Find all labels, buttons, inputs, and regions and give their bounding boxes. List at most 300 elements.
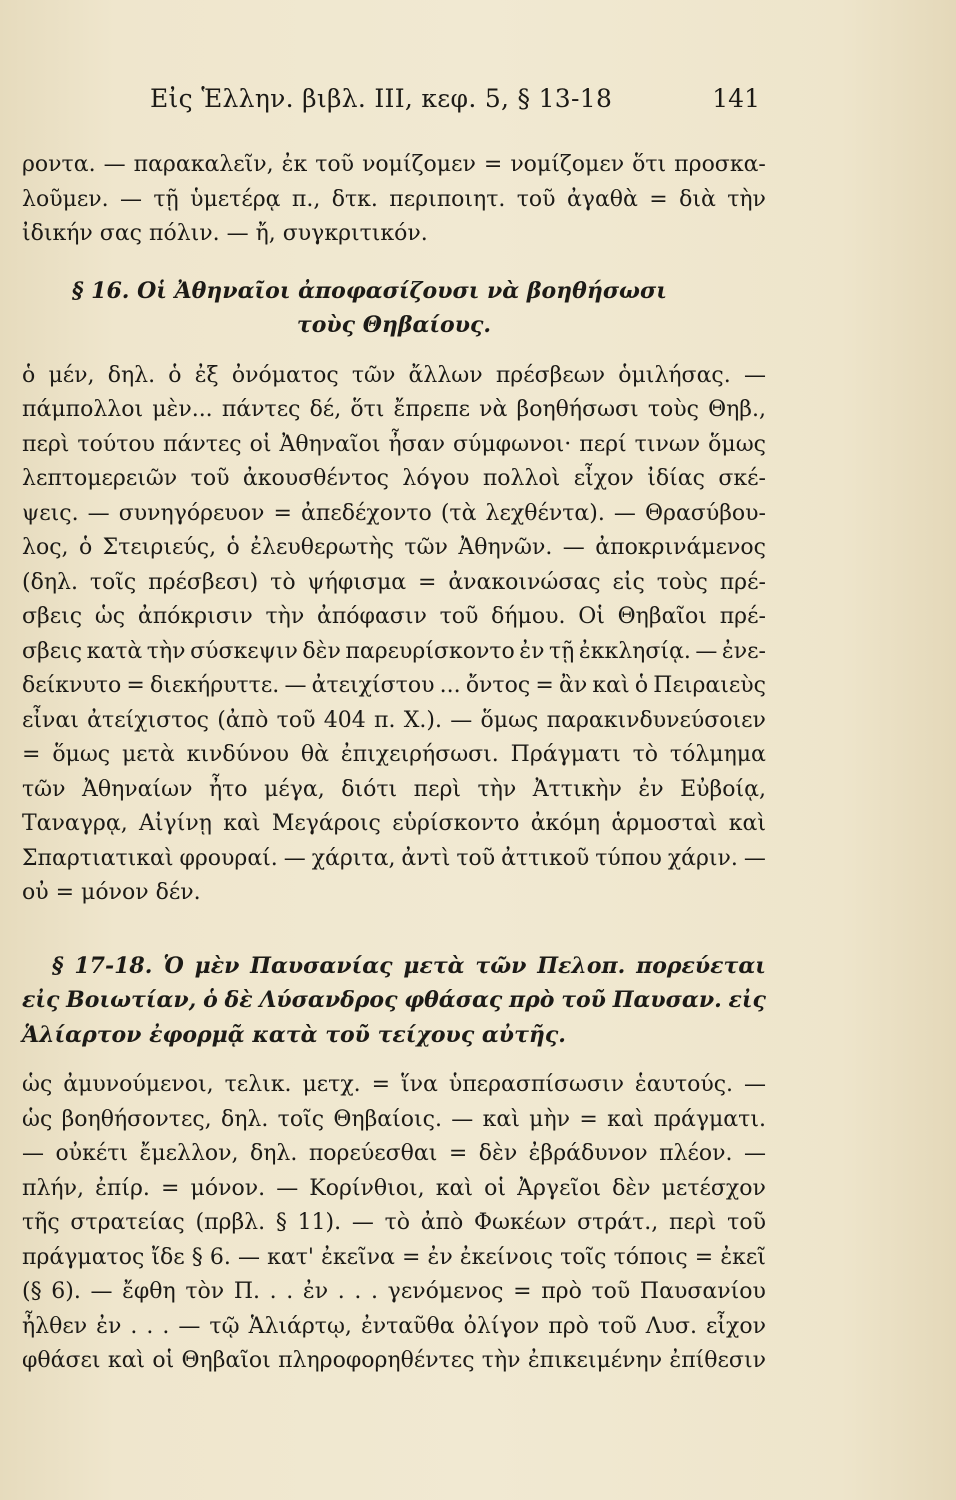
word: τοὺς bbox=[656, 569, 708, 595]
word: ἵνα bbox=[401, 1072, 438, 1097]
word: νὰ bbox=[479, 397, 508, 422]
word: τοῦ bbox=[315, 152, 355, 177]
word: τὴν bbox=[727, 186, 766, 212]
word: κατ' bbox=[267, 1244, 314, 1270]
word: καὶ bbox=[482, 1106, 520, 1132]
word: (§ bbox=[22, 1279, 42, 1304]
word: ὑπερασπίσωσιν bbox=[448, 1072, 624, 1097]
word: . bbox=[286, 1279, 294, 1304]
word: Φωκέων bbox=[474, 1210, 567, 1235]
word: Ὁ bbox=[163, 952, 184, 979]
word: τινων bbox=[634, 431, 701, 457]
word: δηλ. bbox=[107, 362, 156, 388]
word: δηλ. bbox=[220, 1106, 269, 1132]
section-heading-16-cont: τοὺς Θηβαίους. bbox=[296, 312, 492, 338]
word: πρὸ bbox=[541, 1279, 582, 1304]
text-line bbox=[22, 1206, 766, 1241]
word: ὁμιλήσας. bbox=[618, 362, 731, 388]
word: πληροφορηθέντες bbox=[278, 1348, 475, 1373]
section-heading-16: § 16. Οἱ Ἀθηναῖοι ἀποφασίζουσι νὰ βοηθήσωσι bbox=[72, 277, 667, 304]
word: τὸν bbox=[185, 1279, 225, 1304]
word: Σπαρτιατικαὶ bbox=[22, 845, 174, 871]
word: τοῦ bbox=[456, 845, 496, 871]
text-line: οὐ = μόνον δέν. bbox=[22, 880, 201, 905]
text-line bbox=[22, 807, 766, 842]
word: ἐν bbox=[519, 638, 545, 664]
word: ἐβράδυνον bbox=[528, 1141, 648, 1166]
word: παρακινδυνεύσοιεν bbox=[546, 707, 766, 733]
word: ὅτι bbox=[350, 397, 385, 422]
text-line bbox=[22, 669, 766, 704]
word: ἴδε bbox=[151, 1244, 185, 1270]
word: εὑρίσκοντο bbox=[392, 811, 520, 836]
word: περιποιητ. bbox=[389, 186, 506, 212]
word: ἐκκλησίᾳ. bbox=[578, 638, 691, 664]
body-text bbox=[22, 148, 766, 1379]
word: ἔπρεπε bbox=[393, 397, 470, 422]
word: τούτου bbox=[77, 431, 156, 457]
word: ὁ bbox=[78, 535, 93, 560]
word: ὁ bbox=[226, 535, 240, 560]
text-line bbox=[22, 704, 766, 739]
word: πορεύεσθαι bbox=[308, 1141, 438, 1166]
word: σβεις bbox=[22, 604, 83, 629]
word: σβεις bbox=[22, 638, 83, 664]
word: νομίζομεν bbox=[362, 152, 476, 177]
word: Ταναγρᾳ, bbox=[22, 811, 128, 836]
word: ἐκείνοις bbox=[459, 1244, 553, 1270]
word: τόλμημα bbox=[669, 742, 766, 767]
text-line bbox=[22, 462, 766, 497]
word: ἀκουσθέντος bbox=[242, 466, 389, 491]
word: γενόμενος bbox=[387, 1279, 504, 1304]
word: Πράγματι bbox=[510, 742, 621, 767]
text-line bbox=[22, 359, 766, 394]
word: ὡς bbox=[22, 1106, 53, 1132]
word: ἰδίας bbox=[647, 466, 705, 491]
word: Ἀθηνῶν. bbox=[458, 535, 553, 560]
word: στράτ., bbox=[577, 1210, 659, 1235]
word: = bbox=[649, 186, 668, 212]
word: καὶ bbox=[223, 811, 261, 836]
word: — bbox=[613, 500, 636, 526]
word: = bbox=[694, 1244, 714, 1270]
word: λεχθέντα). bbox=[485, 500, 605, 526]
word: Εὐβοίᾳ, bbox=[680, 776, 766, 802]
word: ὁ bbox=[168, 362, 182, 388]
word: = bbox=[161, 1175, 180, 1201]
word: καὶ bbox=[592, 673, 630, 698]
word: τῶν bbox=[351, 362, 396, 388]
word: εἶναι bbox=[22, 707, 79, 733]
word: — bbox=[450, 707, 473, 733]
word: ὁ bbox=[22, 362, 36, 388]
text-line bbox=[22, 428, 766, 463]
word: τῶν bbox=[404, 535, 448, 560]
word: πρὸ bbox=[548, 1313, 589, 1339]
word: Ἁλιάρτῳ, bbox=[248, 1313, 352, 1339]
word: ὅτι bbox=[632, 152, 667, 177]
word: = bbox=[401, 1244, 421, 1270]
word: Χ.). bbox=[403, 707, 442, 733]
word: μὲν... bbox=[152, 397, 213, 422]
word: ἐπίθεσιν bbox=[669, 1348, 766, 1373]
word: τοῦ bbox=[727, 1210, 766, 1235]
word: (τὰ bbox=[440, 500, 477, 526]
text-line bbox=[22, 1344, 766, 1379]
word: Κορίνθιοι, bbox=[309, 1175, 425, 1201]
word: § bbox=[275, 1210, 287, 1235]
word: Θηβαίοις. bbox=[333, 1106, 442, 1132]
word: τόποις bbox=[613, 1244, 688, 1270]
word: — bbox=[743, 1141, 766, 1166]
word: (δηλ. bbox=[22, 569, 78, 595]
word: Ἀττικὴν bbox=[532, 776, 622, 802]
text-line bbox=[22, 1172, 766, 1207]
word: μὴν bbox=[529, 1106, 570, 1132]
word: τῶν bbox=[475, 952, 527, 979]
word: — bbox=[103, 152, 126, 177]
word: πρὸ bbox=[509, 987, 555, 1013]
word: π. bbox=[374, 707, 396, 733]
word: Ἀργεῖοι bbox=[517, 1175, 601, 1201]
text-line bbox=[22, 1103, 766, 1138]
word: — bbox=[283, 845, 306, 871]
text-line bbox=[22, 566, 766, 601]
word: τοῦ bbox=[591, 1279, 631, 1304]
running-header bbox=[150, 84, 760, 120]
section-heading-17-18 bbox=[22, 949, 766, 984]
word: δὲν bbox=[478, 1141, 518, 1166]
word: τὸ bbox=[270, 569, 296, 595]
word: οἱ bbox=[484, 1175, 506, 1201]
word: τοῦ bbox=[516, 186, 556, 212]
word: ἀποκρινάμενος bbox=[595, 535, 766, 560]
word: νομίζομεν bbox=[510, 152, 625, 177]
word: πάμπολλοι bbox=[22, 397, 144, 422]
word: δήμου. bbox=[491, 604, 566, 629]
word: 6. bbox=[209, 1244, 231, 1270]
word: Στειριεύς, bbox=[102, 535, 217, 560]
word: — bbox=[695, 638, 718, 664]
word: παρευρίσκοντο bbox=[345, 638, 515, 664]
word: λος, bbox=[22, 535, 69, 560]
word: = bbox=[579, 1106, 598, 1132]
word: μὲν bbox=[194, 952, 240, 979]
word: ἁρμοσταὶ bbox=[611, 811, 718, 836]
word: ἀτείχιστος bbox=[87, 707, 209, 733]
word: ἐκεῖνα bbox=[321, 1244, 395, 1270]
word: . bbox=[354, 1279, 362, 1304]
word: πάντες bbox=[163, 431, 242, 457]
word: δέ, bbox=[309, 397, 342, 422]
word: εἰς bbox=[22, 987, 60, 1013]
text-line bbox=[22, 773, 766, 808]
word: εἰς bbox=[612, 569, 645, 595]
word: ἐξ bbox=[194, 362, 219, 388]
word: ἐνταῦθα bbox=[360, 1313, 455, 1339]
word: Π. bbox=[233, 1279, 260, 1304]
word: φθάσει bbox=[22, 1348, 101, 1373]
word: χάριν. bbox=[667, 845, 738, 871]
text-line bbox=[22, 393, 766, 428]
word: τὴν bbox=[477, 776, 517, 802]
word: τοῦ bbox=[561, 987, 606, 1013]
word: πολλοὶ bbox=[482, 466, 561, 491]
word: μετὰ bbox=[122, 742, 175, 767]
word: τοῖς bbox=[277, 1106, 325, 1132]
word: λόγου bbox=[402, 466, 470, 491]
word: εἶχον bbox=[573, 466, 634, 491]
section-heading-17-18-cont bbox=[22, 983, 766, 1018]
word: περὶ bbox=[22, 431, 70, 457]
word: Βοιωτίαν, bbox=[66, 987, 197, 1013]
word: — bbox=[743, 362, 766, 388]
word: Ἀθηναῖοι bbox=[279, 431, 381, 457]
text-line bbox=[22, 1137, 766, 1172]
word: περί bbox=[579, 431, 627, 457]
word: — bbox=[451, 1106, 474, 1132]
word: ροντα. bbox=[22, 152, 96, 177]
word: § bbox=[52, 952, 64, 979]
word: καὶ bbox=[607, 1106, 645, 1132]
word: τὸ bbox=[384, 1210, 410, 1235]
word: σκέ- bbox=[718, 466, 766, 491]
word: πράγματος bbox=[22, 1244, 145, 1270]
word: 11). bbox=[297, 1210, 342, 1235]
word: λοῦμεν. bbox=[22, 186, 109, 212]
text-line bbox=[22, 600, 766, 635]
word: βοηθήσωσι bbox=[516, 397, 639, 422]
word: ψήφισμα bbox=[307, 569, 407, 595]
page-number: 141 bbox=[712, 84, 760, 113]
word: τὴν bbox=[265, 604, 305, 629]
word: κινδύνου bbox=[186, 742, 289, 767]
word: . bbox=[130, 1313, 138, 1339]
word: ἦσαν bbox=[388, 431, 445, 457]
word: πλήν, bbox=[22, 1175, 84, 1201]
word: Λύσανδρος bbox=[259, 987, 398, 1013]
header-title: Εἰς Ἑλλην. βιβλ. III, κεφ. 5, § 13-18 bbox=[150, 84, 613, 113]
word: Λυσ. bbox=[645, 1313, 697, 1339]
word: ὀνόματος bbox=[231, 362, 339, 388]
word: πράγματι. bbox=[653, 1106, 766, 1132]
word: δὲν bbox=[612, 1175, 651, 1201]
word: δὲν bbox=[302, 638, 341, 664]
word: ἀπὸ bbox=[420, 1210, 464, 1235]
word: — bbox=[90, 1279, 113, 1304]
word: διὰ bbox=[679, 186, 716, 212]
word: (ἀπὸ bbox=[217, 707, 269, 733]
word: ὀλίγον bbox=[463, 1313, 540, 1339]
word: ὁ bbox=[634, 673, 649, 698]
word: καὶ bbox=[107, 1348, 146, 1373]
word: = bbox=[22, 742, 41, 767]
word: ἦτο bbox=[208, 776, 248, 802]
word: τοῖς bbox=[89, 569, 137, 595]
word: ἔφθη bbox=[122, 1279, 176, 1304]
word: . bbox=[371, 1279, 379, 1304]
word: Πειραιεὺς bbox=[653, 673, 766, 698]
word: δείκνυτο bbox=[22, 673, 122, 698]
word: τὸ bbox=[632, 742, 659, 767]
word: ἐνε- bbox=[721, 638, 766, 664]
text-line bbox=[22, 842, 766, 877]
word: ἐν bbox=[302, 1279, 329, 1304]
word: — bbox=[178, 1313, 201, 1339]
text-line bbox=[22, 531, 766, 566]
word: ἐπιχειρήσωσι. bbox=[340, 742, 499, 767]
word: θὰ bbox=[300, 742, 329, 767]
word: τοῦ bbox=[190, 466, 230, 491]
word: ἐν bbox=[96, 1313, 122, 1339]
word: ἐλευθερωτὴς bbox=[250, 535, 394, 560]
word: περὶ bbox=[413, 776, 462, 802]
word: χάριτα, bbox=[311, 845, 396, 871]
word: ὅμως bbox=[52, 742, 111, 767]
word: ὅμως bbox=[480, 707, 539, 733]
word: Οἱ bbox=[578, 604, 605, 629]
word: 404 bbox=[323, 707, 366, 733]
word: πορεύεται bbox=[636, 952, 766, 979]
word: ἔμελλον, bbox=[139, 1141, 239, 1166]
text-line bbox=[22, 1310, 766, 1345]
word: πάντες bbox=[221, 397, 301, 422]
word: τοῦ bbox=[276, 707, 316, 733]
text-line bbox=[22, 738, 766, 773]
word: κατὰ bbox=[86, 638, 143, 664]
word: . bbox=[162, 1313, 170, 1339]
word: Θηβαῖοι bbox=[181, 1348, 271, 1373]
word: τοῦ bbox=[439, 604, 479, 629]
word: μετέσχον bbox=[661, 1175, 766, 1201]
word: — bbox=[87, 500, 110, 526]
word: παρακαλεῖν, bbox=[133, 152, 274, 177]
word: = bbox=[273, 500, 292, 526]
word: ἦλθεν bbox=[22, 1313, 88, 1339]
word: σύμφωνοι· bbox=[452, 431, 572, 457]
word: ἀπεδέχοντο bbox=[301, 500, 432, 526]
text-line bbox=[22, 183, 766, 218]
word: = bbox=[535, 673, 554, 698]
word: — bbox=[120, 186, 142, 212]
word: τοὺς bbox=[647, 397, 699, 422]
word: ἐν bbox=[427, 1244, 453, 1270]
word: εἶχον bbox=[706, 1313, 766, 1339]
word: δὲ bbox=[224, 987, 253, 1013]
word: μέγα, bbox=[264, 776, 325, 802]
word: φρουραί. bbox=[179, 845, 278, 871]
word: Θρασύβου- bbox=[644, 500, 766, 526]
word: πλέον. bbox=[659, 1141, 733, 1166]
word: ὡς bbox=[94, 604, 126, 629]
word: λεπτομερειῶν bbox=[22, 466, 178, 491]
word: ἐν bbox=[638, 776, 664, 802]
word: τὴν bbox=[146, 638, 186, 664]
word: ἐπικειμένην bbox=[527, 1348, 663, 1373]
word: = bbox=[371, 1072, 391, 1097]
word: — bbox=[238, 1244, 261, 1270]
word: = bbox=[126, 673, 145, 698]
word: ... bbox=[439, 673, 461, 698]
word: ἐκεῖ bbox=[720, 1244, 766, 1270]
word: δηλ. bbox=[249, 1141, 298, 1166]
text-line bbox=[22, 1241, 766, 1276]
word: οἱ bbox=[249, 431, 272, 457]
word: δτκ. bbox=[331, 186, 378, 212]
word: τὴν bbox=[481, 1348, 521, 1373]
word: τοῦ bbox=[597, 1313, 637, 1339]
text-line bbox=[22, 1068, 766, 1103]
word: ὁ bbox=[203, 987, 218, 1013]
word: = bbox=[483, 152, 503, 177]
word: πρέ- bbox=[719, 569, 766, 595]
word: πρέ- bbox=[719, 604, 766, 629]
word: τῶν bbox=[22, 776, 66, 802]
text-line bbox=[22, 148, 766, 183]
word: πρέσβεσι) bbox=[148, 569, 259, 595]
word: ὄντος bbox=[465, 673, 531, 698]
word: 17-18. bbox=[74, 952, 153, 979]
word: ἂν bbox=[558, 673, 588, 698]
word: ἀπόκρισιν bbox=[137, 604, 253, 629]
word: — bbox=[276, 1175, 299, 1201]
word: ἀγαθὰ bbox=[566, 186, 638, 212]
text-line bbox=[22, 497, 766, 532]
word: — bbox=[22, 1141, 44, 1166]
text-line bbox=[22, 1275, 766, 1310]
word: εἰς bbox=[728, 987, 766, 1013]
word: τῆς bbox=[22, 1210, 60, 1235]
word: μόνον. bbox=[190, 1175, 266, 1201]
word: ἄλλων bbox=[408, 362, 483, 388]
word: Παυσαν. bbox=[612, 987, 722, 1013]
word: καὶ bbox=[728, 811, 766, 836]
word: ἐπίρ. bbox=[95, 1175, 150, 1201]
word: 6). bbox=[51, 1279, 81, 1304]
word: τῷ bbox=[209, 1313, 240, 1339]
word: ἐκ bbox=[281, 152, 308, 177]
word: οἱ bbox=[152, 1348, 175, 1373]
word: Αἰγίνῃ bbox=[139, 811, 212, 836]
word: καὶ bbox=[435, 1175, 473, 1201]
word: ἀμυνούμενοι, bbox=[63, 1072, 214, 1097]
text-line: ἰδικήν σας πόλιν. — ἤ, συγκριτικόν. bbox=[22, 221, 428, 246]
word: φθάσας bbox=[404, 987, 503, 1013]
word: — bbox=[351, 1210, 374, 1235]
word: . bbox=[146, 1313, 154, 1339]
word: σύσκεψιν bbox=[190, 638, 298, 664]
word: = bbox=[448, 1141, 468, 1166]
word: Παυσανίας bbox=[250, 952, 393, 979]
word: ἀνακοινώσας bbox=[448, 569, 601, 595]
word: Παυσανίου bbox=[639, 1279, 766, 1304]
word: Θηβ., bbox=[708, 397, 766, 422]
word: Πελοπ. bbox=[537, 952, 626, 979]
word: οὐκέτι bbox=[55, 1141, 129, 1166]
word: — bbox=[743, 845, 766, 871]
word: — bbox=[744, 1072, 766, 1097]
word: διότι bbox=[341, 776, 398, 802]
word: ἀκόμη bbox=[530, 811, 601, 836]
word: διεκήρυττε. bbox=[150, 673, 280, 698]
word: Ἀθηναίων bbox=[81, 776, 193, 802]
word: — bbox=[284, 673, 307, 698]
word: ἀντὶ bbox=[401, 845, 451, 871]
word: . bbox=[337, 1279, 345, 1304]
word: τελικ. bbox=[224, 1072, 292, 1097]
word: ἀτειχίστου bbox=[311, 673, 435, 698]
